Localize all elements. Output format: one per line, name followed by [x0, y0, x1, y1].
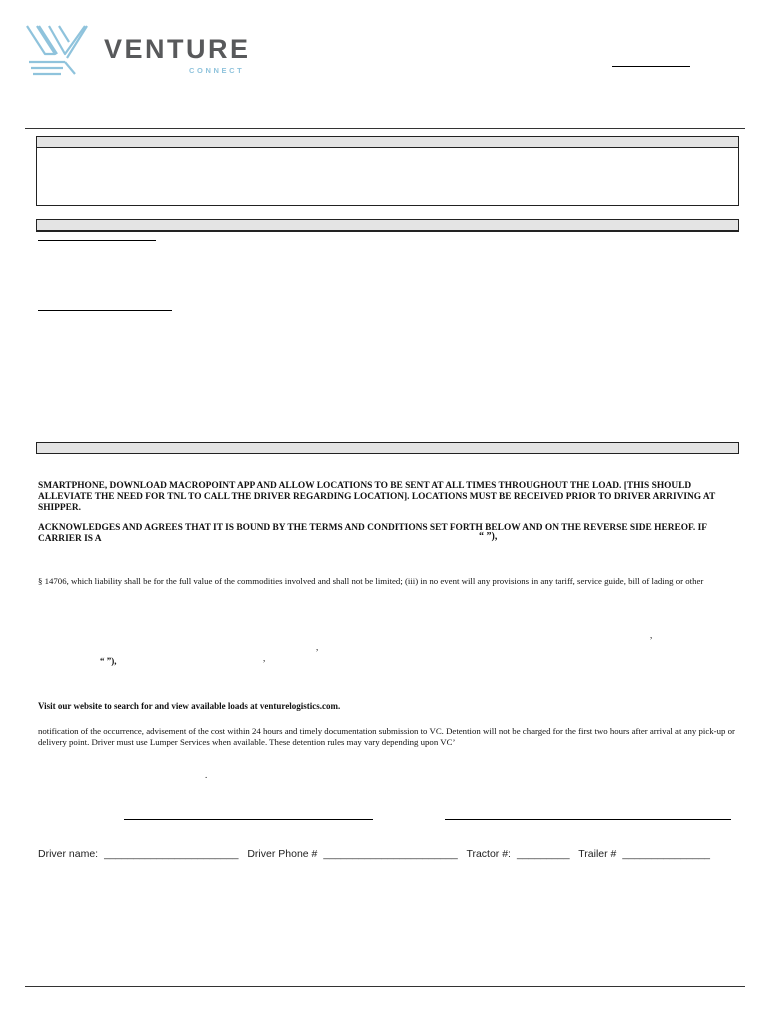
header-blank-line [612, 66, 690, 67]
section-header-bar-2 [36, 219, 739, 231]
footer-divider [25, 986, 745, 987]
driver-info-row [38, 848, 716, 860]
venture-logo-icon [25, 24, 91, 76]
text-fragment-comma-1: , [650, 630, 653, 640]
website-note: Visit our website to search for and view available loads at venturelogistics.com. [38, 701, 341, 711]
quote-fragment: “ ”), [479, 531, 498, 542]
liability-text: § 14706, which liability shall be for the full value of the commodities involved and shall not be limited; (iii) in no event will any provisions in any tariff, service guide, bill of lading or other [38, 576, 704, 586]
brand-name: VENTURE [104, 34, 251, 64]
underline-field-2 [38, 310, 172, 311]
detention-text: notification of the occurrence, advisement of the cost within 24 hours and timely documentation submission to VC. Detention will not be charged for the first two hours after arrival at any pick-up or delivery point. Driver must use Lumper Services when available. These detention rules may vary depending upon VC’ [38, 726, 735, 747]
trailer-field[interactable]: _______________ [622, 848, 711, 860]
brand-subtitle: CONNECT [189, 66, 245, 75]
macropoint-instructions: SMARTPHONE, DOWNLOAD MACROPOINT APP AND ALLOW LOCATIONS TO BE SENT AT ALL TIMES THROUGHOUT THE LOAD. [THIS SHOULD ALLEVIATE THE NEED FOR TNL TO CALL THE DRIVER REGARDING LOCATION]. LOCATIONS MUST BE RECEIVED PRIOR TO DRIVER ARRIVING AT SHIPPER. [38, 481, 716, 513]
tractor-label: Tractor #: [466, 848, 511, 860]
text-fragment-comma-2: , [316, 642, 319, 652]
section-box-1 [36, 147, 739, 206]
trailer-label: Trailer # [578, 848, 617, 860]
section-header-bar-3 [36, 442, 739, 454]
text-fragment-comma-3: , [263, 653, 266, 663]
driver-name-field[interactable]: _______________________ [104, 848, 239, 860]
quote-fragment-2: “ ”), [100, 656, 117, 666]
section-rule-2 [36, 231, 739, 232]
acknowledgement-text: ACKNOWLEDGES AND AGREES THAT IT IS BOUND BY THE TERMS AND CONDITIONS SET FORTH BELOW AND ON THE REVERSE SIDE HEREOF. IF CARRIER IS A [38, 523, 707, 544]
tractor-field[interactable]: _________ [516, 848, 570, 860]
signature-line-date[interactable] [445, 819, 731, 820]
header-divider [25, 128, 745, 129]
driver-name-label: Driver name: [38, 848, 99, 860]
signature-line-carrier[interactable] [124, 819, 373, 820]
driver-phone-field[interactable]: _______________________ [323, 848, 458, 860]
text-fragment-period: . [205, 770, 208, 780]
driver-phone-label: Driver Phone # [247, 848, 318, 860]
underline-field-1 [38, 240, 156, 241]
